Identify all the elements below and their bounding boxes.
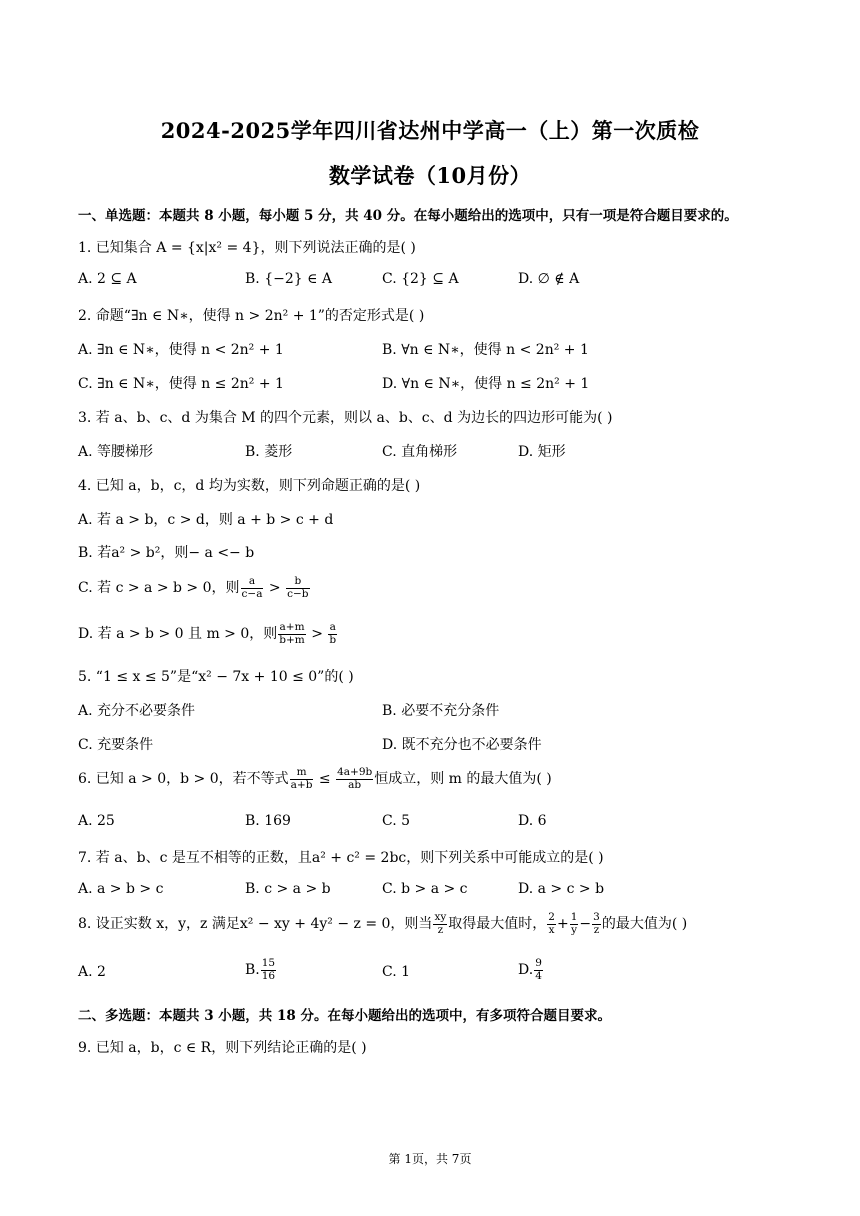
operator: >: [264, 580, 286, 597]
q3-option-c: C. 直角梯形: [382, 444, 458, 460]
fraction-denominator: 16: [261, 969, 276, 982]
q8-fraction-xy-z: [433, 912, 447, 936]
question-2-stem: 2. 命题“∃n ∈ N∗，使得 n > 2n² + 1”的否定形式是( ): [78, 308, 425, 324]
operator: +: [556, 916, 569, 933]
q7-option-b: B. c > a > b: [245, 881, 331, 897]
q8-text-post: 的最大值为( ): [601, 916, 688, 933]
fraction-denominator: c−b: [287, 587, 309, 600]
q8-text-mid: 取得最大值时，: [448, 916, 547, 933]
fraction-denominator: y: [571, 923, 578, 936]
q4-option-d-text: D. 若 a > b > 0 且 m > 0，则: [78, 626, 278, 643]
q7-option-a: A. a > b > c: [78, 881, 164, 897]
fraction-numerator: xy: [434, 911, 447, 923]
q6-option-c: C. 5: [382, 813, 411, 829]
q4-option-b: B. 若a² > b²，则− a <− b: [78, 545, 255, 561]
fraction-numerator: a: [329, 621, 336, 633]
fraction-denominator: z: [593, 923, 600, 936]
question-3-stem: 3. 若 a、b、c、d 为集合 M 的四个元素，则以 a、b、c、d 为边长的四边形可能为( ): [78, 410, 613, 426]
q6-option-a: A. 25: [78, 813, 115, 829]
q2-option-d: D. ∀n ∈ N∗，使得 n ≤ 2n² + 1: [382, 376, 590, 392]
exam-subtitle: 数学试卷（10月份）: [328, 163, 532, 188]
q8-option-d-fraction: [534, 958, 543, 982]
q2-option-a: A. ∃n ∈ N∗，使得 n < 2n² + 1: [78, 342, 284, 358]
operator: ≤: [314, 771, 336, 788]
fraction-denominator: x: [548, 923, 555, 936]
q2-option-b: B. ∀n ∈ N∗，使得 n < 2n² + 1: [382, 342, 589, 358]
q1-option-a: A. 2 ⊆ A: [78, 271, 137, 287]
fraction-denominator: c−a: [241, 587, 263, 600]
q5-option-d: D. 既不充分也不必要条件: [382, 737, 542, 753]
q8-fraction-3-z: [592, 912, 601, 936]
question-4-stem: 4. 已知 a，b，c，d 均为实数，则下列命题正确的是( ): [78, 478, 421, 494]
q6-text-post: 恒成立，则 m 的最大值为( ): [374, 771, 552, 788]
section-1-header: 一、单选题：本题共 8 小题，每小题 5 分，共 40 分。在每小题给出的选项中，只有一项是符合题目要求的。: [78, 208, 738, 224]
q1-option-c: C. {2} ⊆ A: [382, 271, 459, 287]
q6-fraction-2: [336, 767, 373, 791]
q1-option-d: D. ∅ ∉ A: [518, 271, 580, 287]
q8-option-b: [245, 958, 277, 982]
q8-option-a: A. 2: [78, 964, 106, 980]
fraction-numerator: 15: [261, 957, 276, 969]
fraction-numerator: 3: [593, 911, 600, 923]
q6-text-pre: 6. 已知 a > 0，b > 0，若不等式: [78, 771, 289, 788]
fraction-numerator: 4a+9b: [337, 766, 373, 778]
q4-option-c: [78, 576, 311, 600]
fraction-denominator: z: [437, 923, 444, 936]
fraction-numerator: m: [290, 767, 314, 780]
fraction-denominator: 4: [535, 969, 542, 982]
q5-option-b: B. 必要不充分条件: [382, 703, 500, 719]
fraction-denominator: a+b: [290, 778, 313, 791]
q5-option-a: A. 充分不必要条件: [78, 703, 196, 719]
q8-fraction-2-x: [547, 912, 556, 936]
q4-option-c-fraction-2: [286, 576, 309, 600]
question-5-stem: 5. “1 ≤ x ≤ 5”是“x² − 7x + 10 ≤ 0”的( ): [78, 669, 354, 685]
fraction-numerator: a: [241, 576, 264, 589]
fraction-denominator: ab: [348, 778, 362, 791]
q4-option-d: [78, 622, 338, 646]
option-label: B.: [245, 962, 260, 979]
exam-title: 2024-2025学年四川省达州中学高一（上）第一次质检: [160, 118, 700, 143]
q3-option-d: D. 矩形: [518, 444, 566, 460]
q8-fraction-1-y: [570, 912, 579, 936]
fraction-numerator: 2: [548, 911, 555, 923]
q4-option-a: A. 若 a > b，c > d，则 a + b > c + d: [78, 512, 334, 528]
fraction-numerator: 9: [535, 957, 542, 969]
q6-fraction-1: [290, 767, 314, 791]
q4-option-d-fraction-1: [278, 622, 305, 646]
fraction-denominator: b: [329, 633, 337, 646]
q5-option-c: C. 充要条件: [78, 737, 154, 753]
fraction-numerator: b: [286, 576, 309, 589]
q2-option-c: C. ∃n ∈ N∗，使得 n ≤ 2n² + 1: [78, 376, 284, 392]
q6-option-d: D. 6: [518, 813, 547, 829]
section-2-header: 二、多选题：本题共 3 小题，共 18 分。在每小题给出的选项中，有多项符合题目要求。: [78, 1008, 611, 1024]
operator: −: [579, 916, 592, 933]
fraction-numerator: a+m: [279, 621, 305, 633]
q8-option-b-fraction: [261, 958, 276, 982]
q7-option-c: C. b > a > c: [382, 881, 468, 897]
q3-option-a: A. 等腰梯形: [78, 444, 154, 460]
question-6-stem: [78, 767, 552, 791]
q8-text-pre: 8. 设正实数 x，y，z 满足x² − xy + 4y² − z = 0，则当: [78, 916, 433, 933]
q8-option-c: C. 1: [382, 964, 411, 980]
q4-option-d-fraction-2: [328, 622, 337, 646]
q3-option-b: B. 菱形: [245, 444, 293, 460]
operator: >: [306, 626, 328, 643]
q6-option-b: B. 169: [245, 813, 291, 829]
fraction-numerator: 1: [570, 911, 578, 923]
question-8-stem: [78, 912, 687, 936]
fraction-denominator: b+m: [279, 633, 305, 646]
q8-option-d: [518, 958, 544, 982]
question-7-stem: 7. 若 a、b、c 是互不相等的正数，且a² + c² = 2bc，则下列关系中可能成立的是( ): [78, 850, 604, 866]
option-label: D.: [518, 962, 534, 979]
question-1-stem: 1. 已知集合 A = {x|x² = 4}，则下列说法正确的是( ): [78, 240, 416, 256]
question-9-stem: 9. 已知 a，b，c ∈ R，则下列结论正确的是( ): [78, 1040, 367, 1056]
page-footer: 第 1页，共 7页: [388, 1152, 472, 1166]
q4-option-c-text: C. 若 c > a > b > 0，则: [78, 580, 240, 597]
q1-option-b: B. {−2} ∈ A: [245, 271, 333, 287]
q7-option-d: D. a > c > b: [518, 881, 605, 897]
q4-option-c-fraction-1: [241, 576, 264, 600]
